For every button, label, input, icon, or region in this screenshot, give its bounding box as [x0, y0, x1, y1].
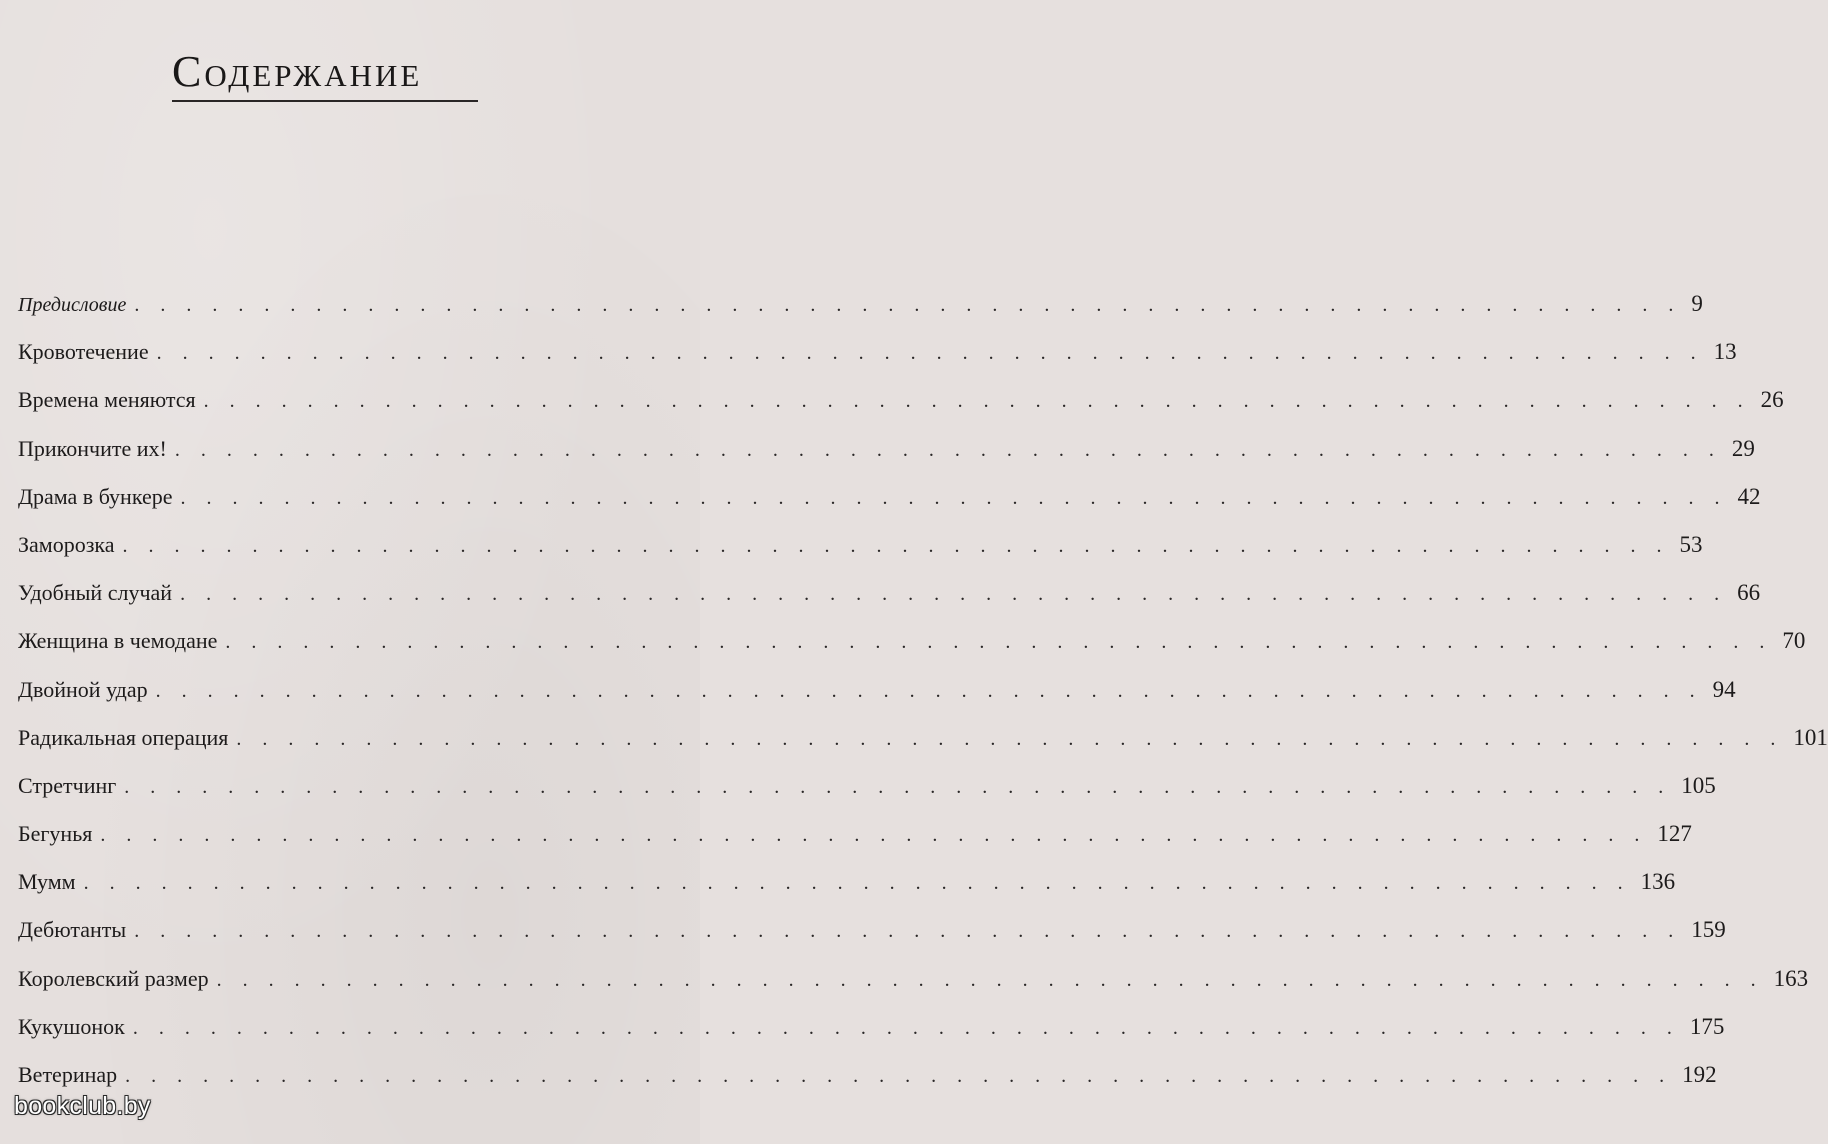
- toc-entry-title: Дебютанты: [18, 917, 127, 943]
- toc-entry: [18, 810, 1692, 858]
- toc-leader-dots: . . . . . . . . . . . . . . . . . . . . . . . . . . . . . . . . . . . . . . . . . . . . . . . . . . . . . . . . . . . .: [174, 438, 1722, 461]
- toc-leader-dots: . . . . . . . . . . . . . . . . . . . . . . . . . . . . . . . . . . . . . . . . . . . . . . . . . . . . . . . . . . . .: [225, 631, 1773, 654]
- toc-entry-title: Кровотечение: [18, 339, 149, 365]
- toc-entry: [18, 858, 1676, 906]
- toc-entry-title: Заморозка: [18, 531, 115, 557]
- toc-entry-page: 159: [1691, 917, 1726, 943]
- toc-entry: [18, 328, 1737, 376]
- toc-leader-dots: . . . . . . . . . . . . . . . . . . . . . . . . . . . . . . . . . . . . . . . . . . . . . . . . . . . . . . . . . . . .: [83, 872, 1631, 895]
- toc-entry-page: 66: [1737, 580, 1761, 606]
- toc-entry-title: Прикончите их!: [18, 435, 167, 461]
- toc-entry: [18, 666, 1736, 714]
- toc-entry: [18, 714, 1828, 762]
- toc-entry-title: Кукушонок: [18, 1013, 125, 1039]
- toc-leader-dots: . . . . . . . . . . . . . . . . . . . . . . . . . . . . . . . . . . . . . . . . . . . . . . . . . . . . . . . . . . . .: [134, 920, 1682, 943]
- toc-entry-page: 9: [1691, 291, 1703, 316]
- toc-entry: [18, 376, 1784, 424]
- toc-entry-page: 192: [1682, 1062, 1717, 1087]
- table-of-contents: [18, 280, 1828, 1099]
- toc-entry-title: Стретчинг: [18, 772, 117, 798]
- toc-leader-dots: . . . . . . . . . . . . . . . . . . . . . . . . . . . . . . . . . . . . . . . . . . . . . . . . . . . . . . . . . . . .: [180, 486, 1728, 509]
- toc-entry-title: Предисловие: [18, 294, 127, 316]
- title-underline: [172, 100, 478, 102]
- toc-leader-dots: . . . . . . . . . . . . . . . . . . . . . . . . . . . . . . . . . . . . . . . . . . . . . . . . . . . . . . . . . . . .: [132, 1016, 1680, 1039]
- watermark: bookclub.by: [14, 1092, 151, 1120]
- toc-entry: [18, 521, 1703, 569]
- toc-entry-title: Удобный случай: [18, 580, 173, 606]
- toc-entry-page: 13: [1713, 339, 1737, 365]
- toc-entry-page: 105: [1681, 772, 1716, 798]
- toc-leader-dots: . . . . . . . . . . . . . . . . . . . . . . . . . . . . . . . . . . . . . . . . . . . . . . . . . . . . . . . . . . . .: [125, 1065, 1673, 1087]
- toc-entry: [18, 569, 1761, 617]
- toc-entry-title: Радикальная операция: [18, 724, 229, 750]
- toc-entry-page: 42: [1737, 483, 1761, 509]
- toc-entry-page: 163: [1773, 965, 1809, 991]
- toc-entry: [18, 955, 1809, 1003]
- toc-entry: [18, 906, 1726, 954]
- toc-entry-page: 94: [1712, 676, 1736, 702]
- toc-entry-title: Двойной удар: [18, 676, 148, 702]
- toc-entry-title: Женщина в чемодане: [18, 628, 218, 654]
- toc-entry: [18, 762, 1716, 810]
- toc-leader-dots: . . . . . . . . . . . . . . . . . . . . . . . . . . . . . . . . . . . . . . . . . . . . . . . . . . . . . . . . . . . .: [122, 534, 1670, 557]
- toc-entry-page: 26: [1760, 387, 1784, 413]
- toc-entry-title: Драма в бункере: [18, 483, 173, 509]
- toc-entry: [18, 280, 1703, 328]
- toc-entry-page: 70: [1782, 628, 1806, 654]
- toc-leader-dots: . . . . . . . . . . . . . . . . . . . . . . . . . . . . . . . . . . . . . . . . . . . . . . . . . . . . . . . . . . . .: [180, 583, 1728, 606]
- page-title: Содержание: [172, 47, 423, 96]
- toc-leader-dots: . . . . . . . . . . . . . . . . . . . . . . . . . . . . . . . . . . . . . . . . . . . . . . . . . . . . . . . . . . . .: [100, 824, 1648, 847]
- toc-entry-page: 175: [1689, 1013, 1725, 1039]
- toc-entry-title: Королевский размер: [18, 965, 209, 991]
- toc-leader-dots: . . . . . . . . . . . . . . . . . . . . . . . . . . . . . . . . . . . . . . . . . . . . . . . . . . . . . . . . . . . .: [203, 390, 1751, 413]
- toc-leader-dots: . . . . . . . . . . . . . . . . . . . . . . . . . . . . . . . . . . . . . . . . . . . . . . . . . . . . . . . . . . . .: [124, 775, 1672, 798]
- heading-block: [172, 46, 480, 102]
- toc-entry: [18, 1003, 1725, 1051]
- toc-entry-page: 53: [1679, 531, 1703, 557]
- toc-entry: [18, 425, 1755, 473]
- toc-leader-dots: . . . . . . . . . . . . . . . . . . . . . . . . . . . . . . . . . . . . . . . . . . . . . . . . . . . . . . . . . . . .: [236, 727, 1784, 750]
- toc-entry-title: Времена меняются: [18, 387, 196, 413]
- toc-leader-dots: . . . . . . . . . . . . . . . . . . . . . . . . . . . . . . . . . . . . . . . . . . . . . . . . . . . . . . . . . . . .: [134, 294, 1682, 316]
- toc-entry-title: Ветеринар: [18, 1062, 118, 1087]
- toc-entry-page: 101: [1793, 724, 1828, 750]
- toc-entry-page: 127: [1657, 821, 1692, 847]
- toc-leader-dots: . . . . . . . . . . . . . . . . . . . . . . . . . . . . . . . . . . . . . . . . . . . . . . . . . . . . . . . . . . . .: [216, 968, 1764, 991]
- toc-entry: [18, 617, 1806, 665]
- toc-entry-title: Бегунья: [18, 821, 93, 847]
- toc-entry-title: Мумм: [18, 869, 76, 895]
- toc-entry: [18, 473, 1761, 521]
- toc-entry-page: 29: [1731, 435, 1755, 461]
- toc-leader-dots: . . . . . . . . . . . . . . . . . . . . . . . . . . . . . . . . . . . . . . . . . . . . . . . . . . . . . . . . . . . .: [156, 342, 1704, 365]
- toc-leader-dots: . . . . . . . . . . . . . . . . . . . . . . . . . . . . . . . . . . . . . . . . . . . . . . . . . . . . . . . . . . . .: [155, 679, 1703, 702]
- toc-entry-page: 136: [1640, 869, 1676, 895]
